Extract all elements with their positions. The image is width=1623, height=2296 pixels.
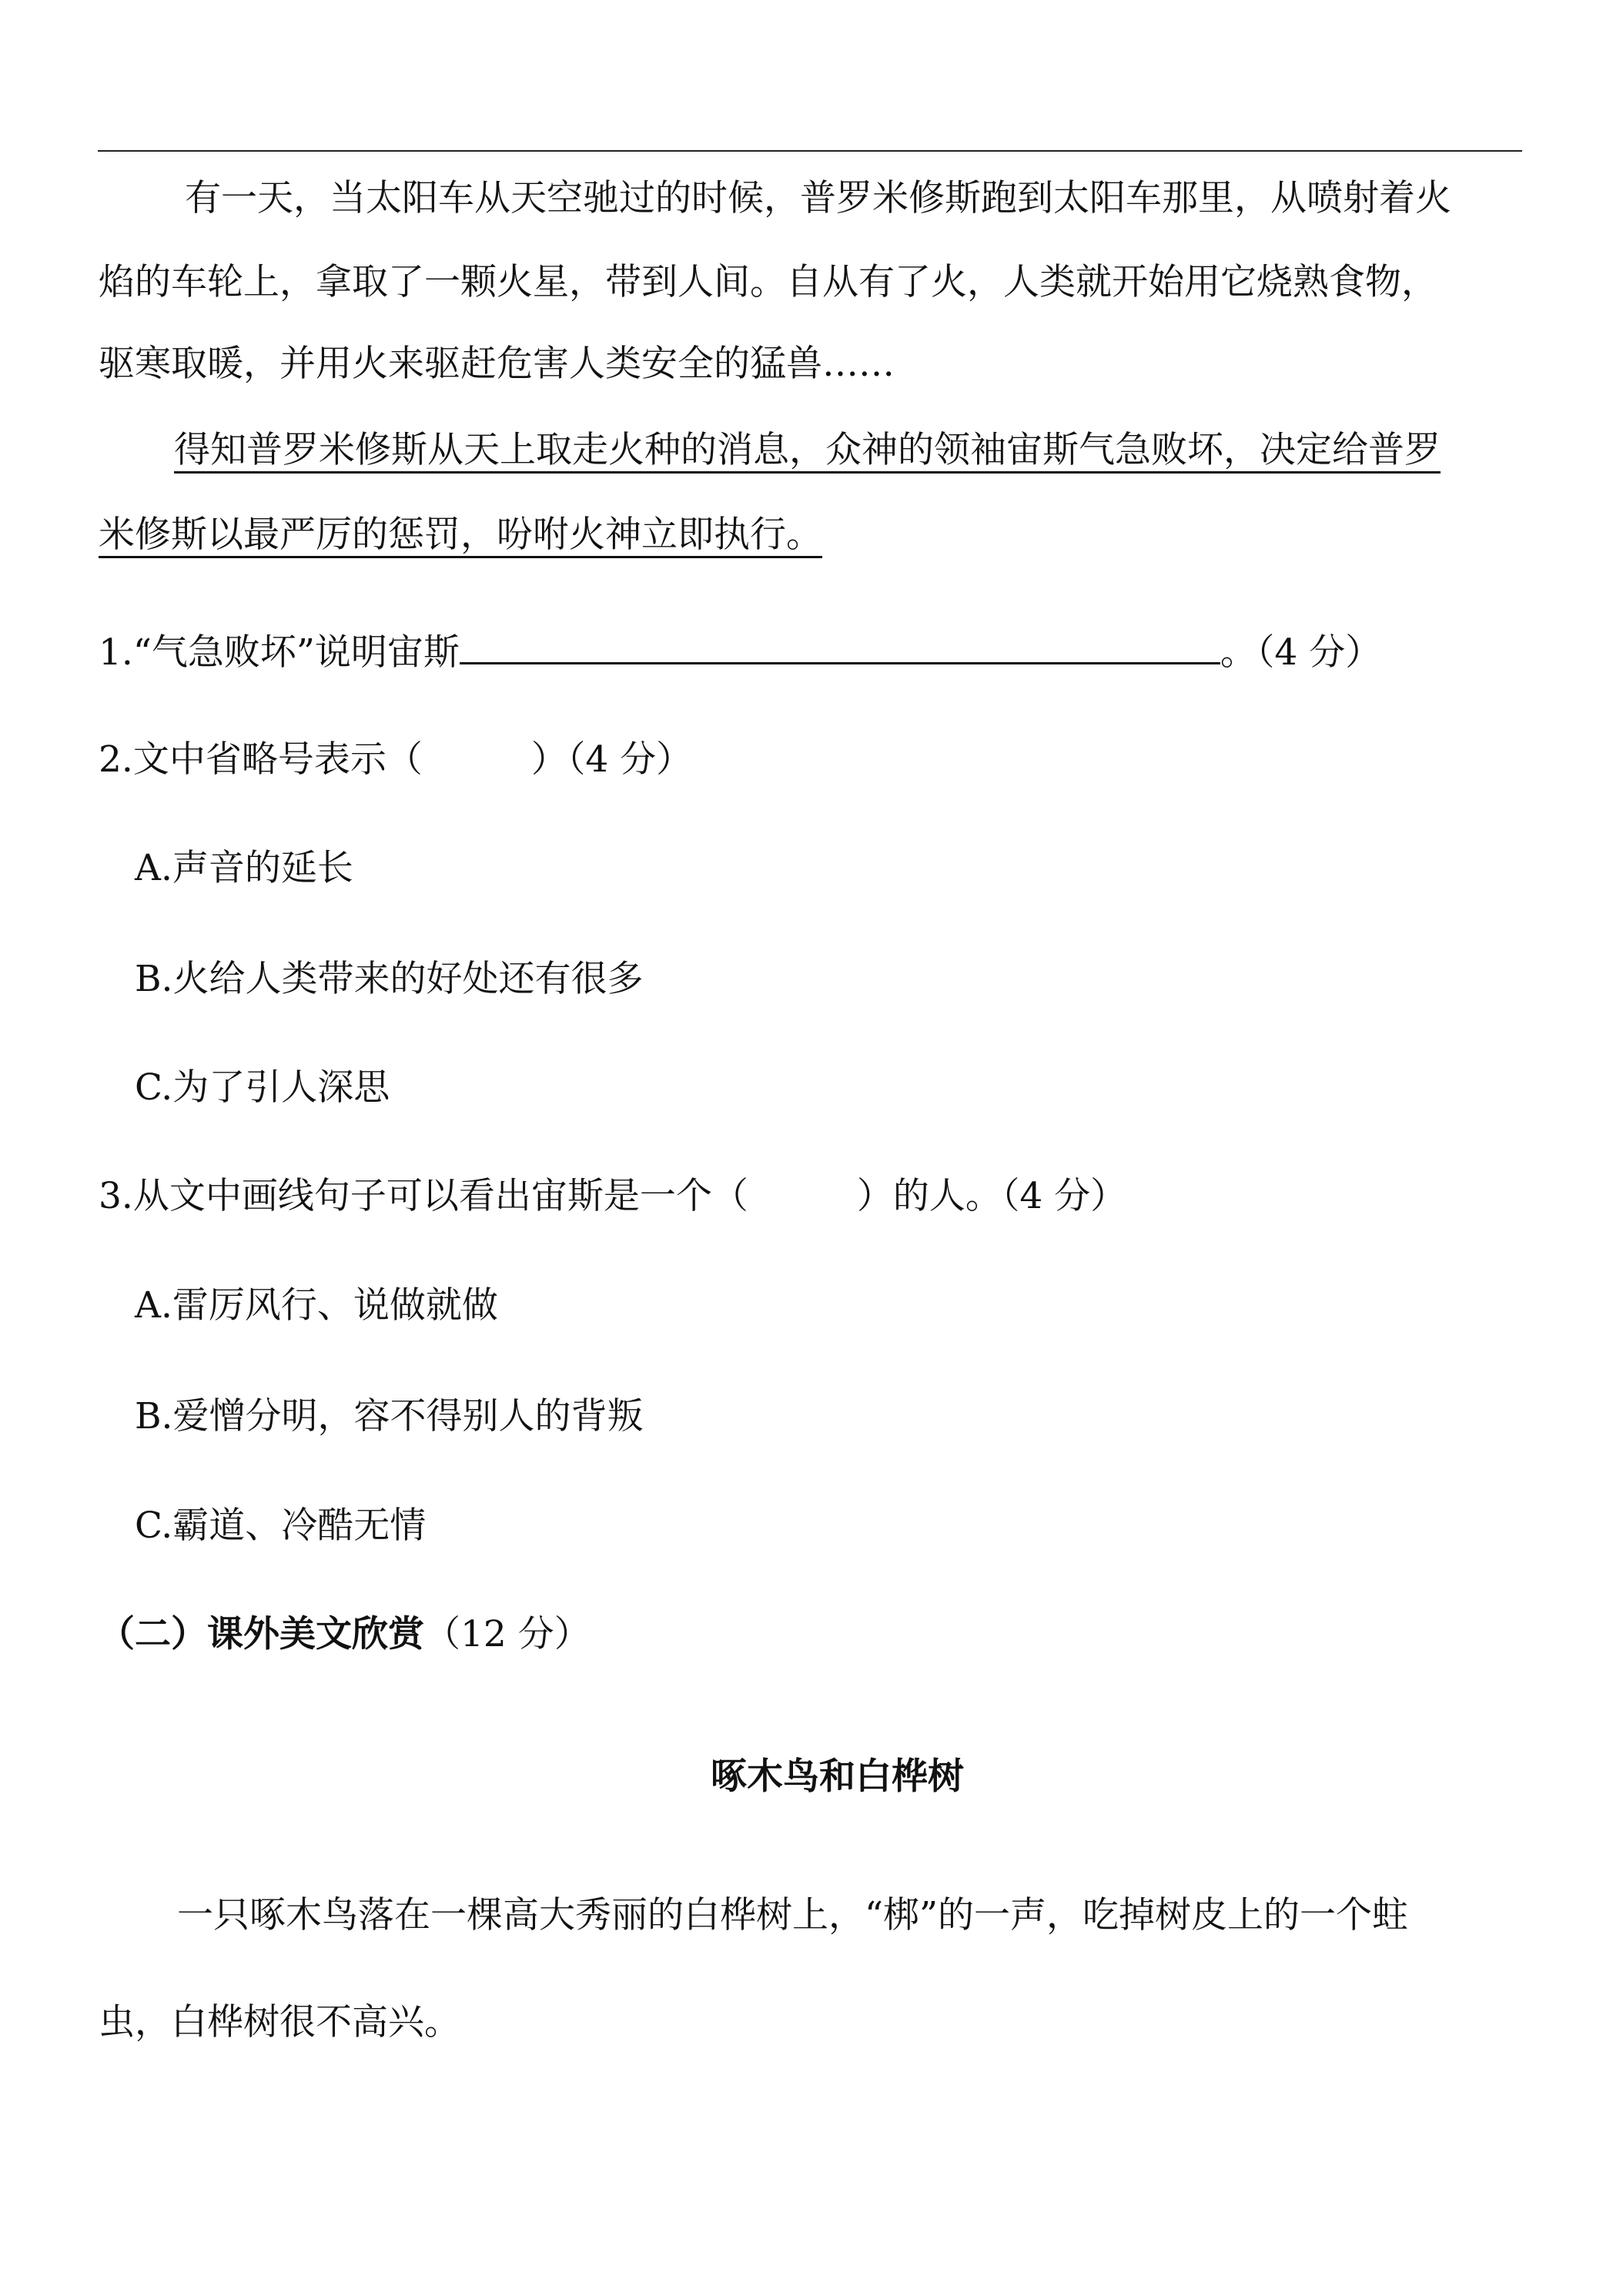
question-3-stem: 3.从文中画线句子可以看出宙斯是一个（ ）的人。（4 分） <box>99 1175 1127 1217</box>
question-2-option-c: C.为了引人深思 <box>135 1066 390 1109</box>
question-2-option-b: B.火给人类带来的好处还有很多 <box>135 958 644 1000</box>
article-title: 啄木鸟和白桦树 <box>711 1755 964 1798</box>
passage-line-3: 驱寒取暖，并用火来驱赶危害人类安全的猛兽…… <box>99 343 895 385</box>
article-line-2: 虫，白桦树很不高兴。 <box>99 2001 460 2043</box>
section-2-score: （12 分） <box>424 1613 591 1655</box>
passage-line-1: 有一天，当太阳车从天空驰过的时候，普罗米修斯跑到太阳车那里，从喷射着火 <box>185 177 1451 219</box>
passage-line-2: 焰的车轮上，拿取了一颗火星，带到人间。自从有了火，人类就开始用它烧熟食物， <box>99 261 1437 303</box>
underlined-sentence-line-1: 得知普罗米修斯从天上取走火种的消息，众神的领袖宙斯气急败坏，决定给普罗 <box>174 429 1441 471</box>
question-1-prefix: 1.“气急败坏”说明宙斯 <box>99 631 460 674</box>
section-2-heading-text: （二）课外美文欣赏 <box>99 1613 424 1655</box>
question-2-stem: 2.文中省略号表示（ ）（4 分） <box>99 738 693 781</box>
question-3-option-c: C.霸道、冷酷无情 <box>135 1504 427 1547</box>
answer-blank[interactable] <box>460 625 1220 664</box>
section-2-heading <box>99 1612 591 1658</box>
top-divider <box>98 150 1522 152</box>
question-3-option-a: A.雷厉风行、说做就做 <box>135 1284 498 1327</box>
question-3-option-b: B.爱憎分明，容不得别人的背叛 <box>135 1395 644 1438</box>
question-1 <box>99 625 1381 676</box>
question-1-suffix: 。（4 分） <box>1220 631 1382 674</box>
article-line-1: 一只啄木鸟落在一棵高大秀丽的白桦树上，“梆”的一声，吃掉树皮上的一个蛀 <box>177 1894 1409 1936</box>
underlined-sentence-line-2: 米修斯以最严厉的惩罚，吩咐火神立即执行。 <box>99 514 822 556</box>
question-2-option-a: A.声音的延长 <box>135 847 353 889</box>
